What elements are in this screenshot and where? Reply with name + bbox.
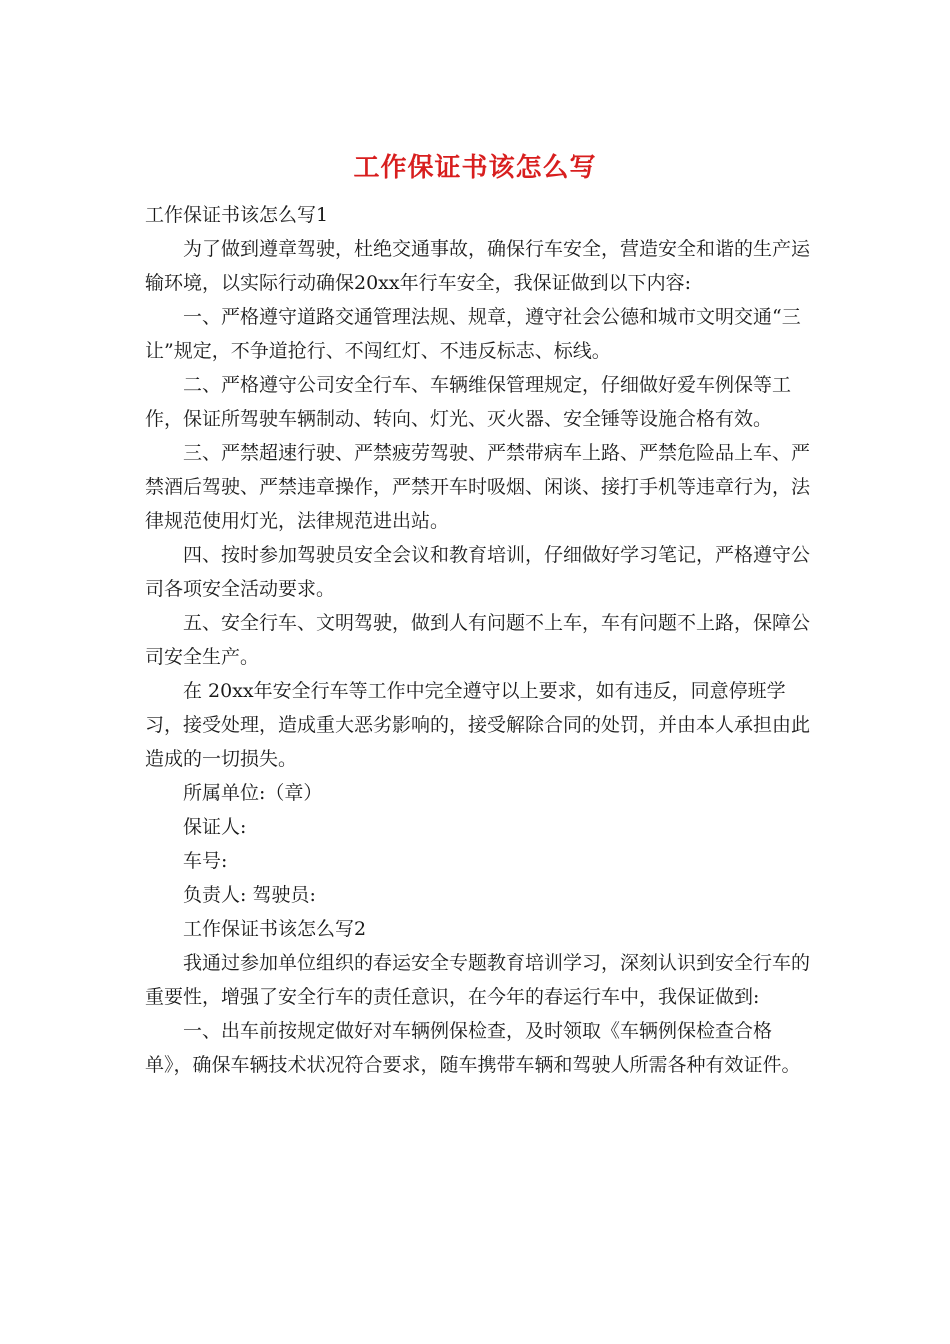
document-title: 工作保证书该怎么写 xyxy=(353,153,597,183)
section-heading: 工作保证书该怎么写2 xyxy=(183,918,367,940)
body-paragraph: 一、严格遵守道路交通管理法规、规章，遵守社会公德和城市文明交通“三让”规定，不争道抢行、不闯红灯、不违反标志、标线。 xyxy=(145,306,801,362)
body-paragraph: 我通过参加单位组织的春运安全专题教育培训学习，深刻认识到安全行车的重要性，增强了安全行车的责任意识，在今年的春运行车中，我保证做到: xyxy=(145,952,811,1008)
body-paragraph: 三、严禁超速行驶、严禁疲劳驾驶、严禁带病车上路、严禁危险品上车、严禁酒后驾驶、严禁违章操作，严禁开车时吸烟、闲谈、接打手机等违章行为，法律规范使用灯光，法律规范进出站。 xyxy=(145,442,811,532)
body-paragraph: 在 20xx年安全行车等工作中完全遵守以上要求，如有违反，同意停班学习，接受处理，造成重大恶劣影响的，接受解除合同的处罚，并由本人承担由此造成的一切损失。 xyxy=(145,680,811,770)
body-paragraph: 四、按时参加驾驶员安全会议和教育培训，仔细做好学习笔记，严格遵守公司各项安全活动要求。 xyxy=(145,544,811,600)
body-paragraph: 五、安全行车、文明驾驶，做到人有问题不上车，车有问题不上路，保障公司安全生产。 xyxy=(145,612,811,668)
section-heading: 工作保证书该怎么写1 xyxy=(145,204,329,226)
body-paragraph: 一、出车前按规定做好对车辆例保检查，及时领取《车辆例保检查合格单》，确保车辆技术状况符合要求，随车携带车辆和驾驶人所需各种有效证件。 xyxy=(145,1020,801,1076)
signature-field-vehicle-number: 车号: xyxy=(183,850,228,872)
document-body xyxy=(145,198,815,1082)
signature-field-unit: 所属单位:（章） xyxy=(183,782,323,804)
signature-field-guarantor: 保证人: xyxy=(183,816,247,838)
signature-field-responsible-driver: 负责人: 驾驶员: xyxy=(183,884,316,906)
body-paragraph: 为了做到遵章驾驶，杜绝交通事故，确保行车安全，营造安全和谐的生产运输环境，以实际行动确保20xx年行车安全，我保证做到以下内容: xyxy=(145,238,811,294)
body-paragraph: 二、严格遵守公司安全行车、车辆维保管理规定，仔细做好爱车例保等工作，保证所驾驶车辆制动、转向、灯光、灭火器、安全锤等设施合格有效。 xyxy=(145,374,792,430)
